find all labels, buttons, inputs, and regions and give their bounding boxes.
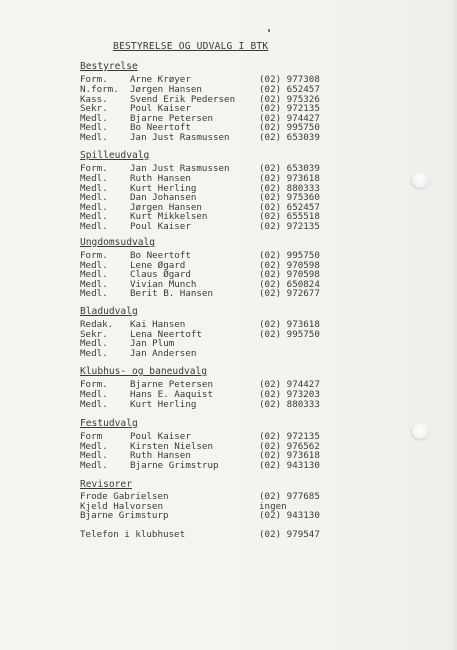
member-role: Form. bbox=[80, 379, 108, 390]
list-item bbox=[80, 133, 420, 143]
member-name: Kurt Herling bbox=[130, 399, 197, 410]
member-name: Bo Neertoft bbox=[130, 250, 191, 261]
section-heading-festudvalg: Festudvalg bbox=[80, 418, 138, 429]
member-phone: (02) 974427 bbox=[259, 113, 320, 124]
list-item bbox=[80, 461, 420, 471]
member-role: Form. bbox=[80, 250, 108, 261]
member-role: Medl. bbox=[80, 183, 108, 194]
member-name: Kirsten Nielsen bbox=[130, 441, 213, 452]
member-phone: (02) 972135 bbox=[259, 103, 320, 114]
member-phone: (02) 653039 bbox=[259, 163, 320, 174]
member-role: N.form. bbox=[80, 84, 119, 95]
clubhouse-phone-number: (02) 979547 bbox=[259, 529, 320, 540]
member-phone: (02) 974427 bbox=[259, 379, 320, 390]
member-role: Medl. bbox=[80, 173, 108, 184]
member-phone: (02) 995750 bbox=[259, 329, 320, 340]
member-role: Form. bbox=[80, 74, 108, 85]
member-name: Ruth Hansen bbox=[130, 450, 191, 461]
member-name: Kurt Mikkelsen bbox=[130, 211, 208, 222]
clubhouse-phone-row bbox=[80, 530, 420, 540]
section-heading-revisorer: Revisorer bbox=[80, 479, 132, 490]
member-name: Bjarne Grimsturp bbox=[80, 510, 169, 521]
member-name: Kjeld Halvorsen bbox=[80, 501, 163, 512]
member-phone: (02) 973618 bbox=[259, 450, 320, 461]
member-role: Medl. bbox=[80, 221, 108, 232]
member-name: Lene Øgard bbox=[130, 260, 186, 271]
punch-hole bbox=[412, 423, 430, 439]
member-phone: (02) 972135 bbox=[259, 221, 320, 232]
member-role: Sekr. bbox=[80, 329, 108, 340]
member-name: Jan Plum bbox=[130, 338, 175, 349]
member-phone: (02) 972135 bbox=[259, 431, 320, 442]
member-name: Jan Just Rasmussen bbox=[130, 132, 230, 143]
list-item bbox=[80, 289, 420, 299]
member-name: Vivian Munch bbox=[130, 279, 197, 290]
member-phone: (02) 650824 bbox=[259, 279, 320, 290]
member-name: Frode Gabrielsen bbox=[80, 491, 169, 502]
member-phone: (02) 976562 bbox=[259, 441, 320, 452]
member-phone: (02) 973203 bbox=[259, 389, 320, 400]
member-phone: (02) 652457 bbox=[259, 202, 320, 213]
member-phone: (02) 653039 bbox=[259, 132, 320, 143]
list-item bbox=[80, 349, 420, 359]
member-name: Poul Kaiser bbox=[130, 431, 191, 442]
member-phone: (02) 880333 bbox=[259, 183, 320, 194]
member-name: Jan Just Rasmussen bbox=[130, 163, 230, 174]
member-role: Sekr. bbox=[80, 103, 108, 114]
member-phone: ingen bbox=[259, 501, 287, 512]
member-name: Lena Neertoft bbox=[130, 329, 202, 340]
section-heading-bestyrelse: Bestyrelse bbox=[80, 61, 138, 72]
punch-hole bbox=[412, 172, 430, 188]
member-phone: (02) 975326 bbox=[259, 94, 320, 105]
member-phone: (02) 977685 bbox=[259, 491, 320, 502]
member-name: Claus Øgard bbox=[130, 269, 191, 280]
member-phone: (02) 652457 bbox=[259, 84, 320, 95]
member-role: Medl. bbox=[80, 113, 108, 124]
section-heading-ungdomsudvalg: Ungdomsudvalg bbox=[80, 237, 156, 248]
member-name: Berit B. Hansen bbox=[130, 288, 213, 299]
member-name: Kai Hansen bbox=[130, 319, 186, 330]
member-role: Redak. bbox=[80, 319, 114, 330]
member-role: Medl. bbox=[80, 389, 108, 400]
member-role: Medl. bbox=[80, 192, 108, 203]
member-role: Medl. bbox=[80, 450, 108, 461]
member-role: Medl. bbox=[80, 338, 108, 349]
member-phone: (02) 973618 bbox=[259, 173, 320, 184]
member-name: Poul Kaiser bbox=[130, 103, 191, 114]
member-name: Dan Johansen bbox=[130, 192, 197, 203]
member-name: Jørgen Hansen bbox=[130, 202, 202, 213]
member-phone: (02) 995750 bbox=[259, 250, 320, 261]
member-name: Kurt Herling bbox=[130, 183, 197, 194]
member-role: Medl. bbox=[80, 202, 108, 213]
member-phone: (02) 655518 bbox=[259, 211, 320, 222]
member-phone: (02) 943130 bbox=[259, 460, 320, 471]
member-role: Medl. bbox=[80, 122, 108, 133]
member-name: Bjarne Petersen bbox=[130, 113, 213, 124]
section-heading-bladudvalg: Bladudvalg bbox=[80, 306, 138, 317]
member-role: Kass. bbox=[80, 94, 108, 105]
member-role: Medl. bbox=[80, 211, 108, 222]
page-edge-shadow bbox=[451, 0, 457, 650]
member-role: Medl. bbox=[80, 288, 108, 299]
member-role: Medl. bbox=[80, 460, 108, 471]
list-item bbox=[80, 400, 420, 410]
member-phone: (02) 995750 bbox=[259, 122, 320, 133]
member-name: Poul Kaiser bbox=[130, 221, 191, 232]
member-name: Jørgen Hansen bbox=[130, 84, 202, 95]
member-role: Form. bbox=[80, 163, 108, 174]
member-name: Bjarne Grimstrup bbox=[130, 460, 219, 471]
member-role: Medl. bbox=[80, 441, 108, 452]
member-phone: (02) 970598 bbox=[259, 260, 320, 271]
member-role: Medl. bbox=[80, 279, 108, 290]
member-name: Ruth Hansen bbox=[130, 173, 191, 184]
member-role: Medl. bbox=[80, 399, 108, 410]
member-phone: (02) 972677 bbox=[259, 288, 320, 299]
member-phone: (02) 970598 bbox=[259, 269, 320, 280]
member-name: Bjarne Petersen bbox=[130, 379, 213, 390]
member-role: Medl. bbox=[80, 348, 108, 359]
member-phone: (02) 975360 bbox=[259, 192, 320, 203]
member-role: Medl. bbox=[80, 132, 108, 143]
section-heading-klubhus: Klubhus- og baneudvalg bbox=[80, 366, 208, 377]
staple-mark bbox=[268, 29, 270, 32]
member-phone: (02) 943130 bbox=[259, 510, 320, 521]
member-role: Medl. bbox=[80, 260, 108, 271]
page-title: BESTYRELSE OG UDVALG I BTK bbox=[113, 41, 269, 52]
member-phone: (02) 880333 bbox=[259, 399, 320, 410]
member-name: Bo Neertoft bbox=[130, 122, 191, 133]
clubhouse-phone-label: Telefon i klubhuset bbox=[80, 529, 186, 540]
list-item bbox=[80, 222, 420, 232]
member-role: Medl. bbox=[80, 269, 108, 280]
member-name: Svend Erik Pedersen bbox=[130, 94, 236, 105]
member-role: Form bbox=[80, 431, 103, 442]
list-item bbox=[80, 511, 420, 521]
section-heading-spilleudvalg: Spilleudvalg bbox=[80, 150, 150, 161]
member-name: Arne Krøyer bbox=[130, 74, 191, 85]
member-phone: (02) 977308 bbox=[259, 74, 320, 85]
member-phone: (02) 973618 bbox=[259, 319, 320, 330]
member-name: Hans E. Aaquist bbox=[130, 389, 213, 400]
member-name: Jan Andersen bbox=[130, 348, 197, 359]
